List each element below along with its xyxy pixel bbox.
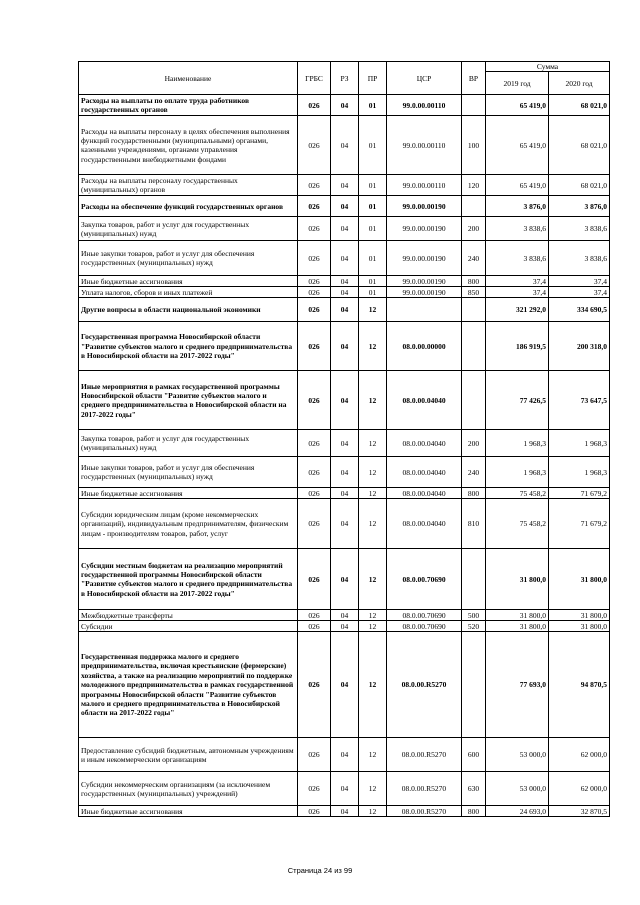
row-name-cell: Расходы на выплаты персоналу в целях обеспечения выполнения функций государственными (муниципальными) органами, казенными учреждениями, органами управления государственными внебюджетными фондами [79, 116, 298, 175]
table-row [79, 488, 610, 499]
table-row [79, 298, 610, 322]
row-vr-cell [462, 549, 486, 610]
row-grbs-cell: 026 [298, 806, 331, 817]
table-row [79, 175, 610, 196]
page-number: Страница 24 из 99 [287, 866, 353, 875]
row-vr-cell: 630 [462, 772, 486, 806]
row-vr-cell [462, 632, 486, 738]
row-2019-cell: 3 838,6 [486, 217, 549, 241]
row-rz-cell: 04 [331, 488, 359, 499]
row-grbs-cell: 026 [298, 772, 331, 806]
row-pr-cell: 12 [359, 632, 387, 738]
row-rz-cell: 04 [331, 772, 359, 806]
row-csr-cell: 08.0.00.04040 [387, 430, 462, 457]
row-2019-cell: 186 919,5 [486, 322, 549, 371]
row-2019-cell: 24 693,0 [486, 806, 549, 817]
row-2019-cell: 1 968,3 [486, 457, 549, 488]
row-vr-cell: 120 [462, 175, 486, 196]
row-name-cell: Расходы на обеспечение функций государственных органов [79, 196, 298, 217]
row-2019-cell: 77 426,5 [486, 371, 549, 430]
row-2019-cell: 3 838,6 [486, 241, 549, 276]
table-row [79, 549, 610, 610]
row-2019-cell: 37,4 [486, 287, 549, 298]
table-row [79, 287, 610, 298]
row-grbs-cell: 026 [298, 116, 331, 175]
row-2019-cell: 65 419,0 [486, 95, 549, 116]
table-row [79, 610, 610, 621]
row-grbs-cell: 026 [298, 175, 331, 196]
row-vr-cell: 600 [462, 738, 486, 772]
row-rz-cell: 04 [331, 217, 359, 241]
row-grbs-cell: 026 [298, 217, 331, 241]
row-pr-cell: 01 [359, 241, 387, 276]
row-2019-cell: 65 419,0 [486, 175, 549, 196]
row-name-cell: Иные закупки товаров, работ и услуг для обеспечения государственных (муниципальных) нужд [79, 457, 298, 488]
row-csr-cell: 08.0.00.R5270 [387, 772, 462, 806]
row-grbs-cell: 026 [298, 276, 331, 287]
row-2020-cell: 1 968,3 [549, 430, 610, 457]
table-row [79, 217, 610, 241]
row-2019-cell: 3 876,0 [486, 196, 549, 217]
row-2020-cell: 3 838,6 [549, 217, 610, 241]
row-grbs-cell: 026 [298, 287, 331, 298]
row-vr-cell: 500 [462, 610, 486, 621]
header-csr: ЦСР [387, 62, 462, 95]
row-vr-cell [462, 298, 486, 322]
table-body [79, 95, 610, 817]
row-2020-cell: 31 800,0 [549, 549, 610, 610]
row-vr-cell: 800 [462, 276, 486, 287]
row-name-cell: Иные бюджетные ассигнования [79, 488, 298, 499]
row-grbs-cell: 026 [298, 738, 331, 772]
table-row [79, 457, 610, 488]
row-name-cell: Иные бюджетные ассигнования [79, 276, 298, 287]
header-2020: 2020 год [549, 72, 610, 95]
row-2019-cell: 53 000,0 [486, 772, 549, 806]
table-row [79, 632, 610, 738]
row-2020-cell: 3 876,0 [549, 196, 610, 217]
row-name-cell: Субсидии юридическим лицам (кроме некоммерческих организаций), индивидуальным предпринимателям, физическим лицам - производителям товаров, работ, услуг [79, 499, 298, 549]
row-2020-cell: 71 679,2 [549, 499, 610, 549]
table-row [79, 322, 610, 371]
row-vr-cell: 810 [462, 499, 486, 549]
row-name-cell: Закупка товаров, работ и услуг для государственных (муниципальных) нужд [79, 217, 298, 241]
row-rz-cell: 04 [331, 610, 359, 621]
row-rz-cell: 04 [331, 276, 359, 287]
row-vr-cell [462, 95, 486, 116]
row-rz-cell: 04 [331, 738, 359, 772]
table-row [79, 276, 610, 287]
row-pr-cell: 12 [359, 549, 387, 610]
row-csr-cell: 99.0.00.00190 [387, 217, 462, 241]
row-name-cell: Закупка товаров, работ и услуг для государственных (муниципальных) нужд [79, 430, 298, 457]
row-rz-cell: 04 [331, 457, 359, 488]
row-name-cell: Иные бюджетные ассигнования [79, 806, 298, 817]
row-rz-cell: 04 [331, 241, 359, 276]
row-csr-cell: 08.0.00.R5270 [387, 738, 462, 772]
row-2019-cell: 31 800,0 [486, 610, 549, 621]
row-grbs-cell: 026 [298, 632, 331, 738]
row-pr-cell: 12 [359, 322, 387, 371]
row-2019-cell: 321 292,0 [486, 298, 549, 322]
table-row [79, 806, 610, 817]
row-2019-cell: 1 968,3 [486, 430, 549, 457]
row-grbs-cell: 026 [298, 457, 331, 488]
row-2019-cell: 75 458,2 [486, 499, 549, 549]
row-grbs-cell: 026 [298, 322, 331, 371]
row-grbs-cell: 026 [298, 499, 331, 549]
header-vr: ВР [462, 62, 486, 95]
row-pr-cell: 12 [359, 806, 387, 817]
row-rz-cell: 04 [331, 175, 359, 196]
row-grbs-cell: 026 [298, 95, 331, 116]
row-2020-cell: 73 647,5 [549, 371, 610, 430]
row-2019-cell: 65 419,0 [486, 116, 549, 175]
row-grbs-cell: 026 [298, 371, 331, 430]
table-row [79, 196, 610, 217]
header-row-top [79, 62, 610, 72]
row-pr-cell: 12 [359, 457, 387, 488]
row-2020-cell: 68 021,0 [549, 95, 610, 116]
row-pr-cell: 12 [359, 430, 387, 457]
row-csr-cell: 99.0.00.00110 [387, 175, 462, 196]
row-2019-cell: 31 800,0 [486, 621, 549, 632]
row-vr-cell: 800 [462, 806, 486, 817]
row-pr-cell: 12 [359, 298, 387, 322]
header-2019: 2019 год [486, 72, 549, 95]
row-grbs-cell: 026 [298, 549, 331, 610]
row-csr-cell: 08.0.00.04040 [387, 371, 462, 430]
table-row [79, 430, 610, 457]
row-rz-cell: 04 [331, 287, 359, 298]
row-pr-cell: 12 [359, 610, 387, 621]
row-rz-cell: 04 [331, 549, 359, 610]
table-row [79, 772, 610, 806]
row-vr-cell: 240 [462, 457, 486, 488]
table-row [79, 621, 610, 632]
row-name-cell: Иные мероприятия в рамках государственной программы Новосибирской области "Развитие субъектов малого и среднего предпринимательства в Новосибирской области на 2017-2022 годы" [79, 371, 298, 430]
row-csr-cell: 99.0.00.00110 [387, 95, 462, 116]
row-vr-cell [462, 371, 486, 430]
row-2020-cell: 71 679,2 [549, 488, 610, 499]
row-rz-cell: 04 [331, 621, 359, 632]
row-grbs-cell: 026 [298, 241, 331, 276]
header-sum: Сумма [486, 62, 610, 72]
row-csr-cell: 99.0.00.00190 [387, 241, 462, 276]
row-vr-cell: 200 [462, 217, 486, 241]
row-vr-cell: 200 [462, 430, 486, 457]
row-name-cell: Субсидии местным бюджетам на реализацию мероприятий государственной программы Новосибирской области "Развитие субъектов малого и среднего предпринимательства в Новосибирской области на 2017-2022 годы" [79, 549, 298, 610]
row-csr-cell: 08.0.00.R5270 [387, 806, 462, 817]
row-grbs-cell: 026 [298, 298, 331, 322]
row-2020-cell: 1 968,3 [549, 457, 610, 488]
row-rz-cell: 04 [331, 430, 359, 457]
row-rz-cell: 04 [331, 116, 359, 175]
row-2019-cell: 37,4 [486, 276, 549, 287]
table-row [79, 241, 610, 276]
row-rz-cell: 04 [331, 95, 359, 116]
row-csr-cell: 08.0.00.04040 [387, 457, 462, 488]
row-rz-cell: 04 [331, 806, 359, 817]
row-2020-cell: 37,4 [549, 287, 610, 298]
row-csr-cell: 08.0.00.R5270 [387, 632, 462, 738]
row-2019-cell: 53 000,0 [486, 738, 549, 772]
row-2020-cell: 68 021,0 [549, 175, 610, 196]
row-2020-cell: 200 318,0 [549, 322, 610, 371]
row-grbs-cell: 026 [298, 610, 331, 621]
row-name-cell: Предоставление субсидий бюджетным, автономным учреждениям и иным некоммерческим организациям [79, 738, 298, 772]
row-grbs-cell: 026 [298, 196, 331, 217]
row-2020-cell: 62 000,0 [549, 772, 610, 806]
row-name-cell: Расходы на выплаты по оплате труда работников государственных органов [79, 95, 298, 116]
row-pr-cell: 12 [359, 772, 387, 806]
row-vr-cell [462, 322, 486, 371]
row-vr-cell: 800 [462, 488, 486, 499]
row-name-cell: Иные закупки товаров, работ и услуг для обеспечения государственных (муниципальных) нужд [79, 241, 298, 276]
row-name-cell: Субсидии [79, 621, 298, 632]
row-rz-cell: 04 [331, 322, 359, 371]
table-row [79, 371, 610, 430]
row-pr-cell: 01 [359, 95, 387, 116]
row-csr-cell: 99.0.00.00190 [387, 196, 462, 217]
row-csr-cell: 08.0.00.70690 [387, 621, 462, 632]
row-csr-cell: 08.0.00.70690 [387, 610, 462, 621]
table-row [79, 116, 610, 175]
header-rz: РЗ [331, 62, 359, 95]
row-2020-cell: 32 870,5 [549, 806, 610, 817]
header-name: Наименование [79, 62, 298, 95]
row-csr-cell [387, 298, 462, 322]
table-row [79, 499, 610, 549]
table-row [79, 95, 610, 116]
row-csr-cell: 08.0.00.70690 [387, 549, 462, 610]
row-2020-cell: 334 690,5 [549, 298, 610, 322]
row-csr-cell: 99.0.00.00190 [387, 287, 462, 298]
row-pr-cell: 01 [359, 217, 387, 241]
row-name-cell: Межбюджетные трансферты [79, 610, 298, 621]
row-csr-cell: 99.0.00.00190 [387, 276, 462, 287]
row-grbs-cell: 026 [298, 621, 331, 632]
table-row [79, 738, 610, 772]
row-grbs-cell: 026 [298, 488, 331, 499]
row-pr-cell: 01 [359, 175, 387, 196]
row-2020-cell: 37,4 [549, 276, 610, 287]
row-name-cell: Расходы на выплаты персоналу государственных (муниципальных) органов [79, 175, 298, 196]
row-pr-cell: 12 [359, 488, 387, 499]
row-pr-cell: 01 [359, 196, 387, 217]
row-pr-cell: 01 [359, 276, 387, 287]
row-csr-cell: 08.0.00.00000 [387, 322, 462, 371]
row-2020-cell: 68 021,0 [549, 116, 610, 175]
row-2019-cell: 75 458,2 [486, 488, 549, 499]
row-2020-cell: 31 800,0 [549, 610, 610, 621]
header-grbs: ГРБС [298, 62, 331, 95]
row-pr-cell: 12 [359, 371, 387, 430]
row-rz-cell: 04 [331, 499, 359, 549]
row-2020-cell: 31 800,0 [549, 621, 610, 632]
row-2020-cell: 3 838,6 [549, 241, 610, 276]
row-csr-cell: 99.0.00.00110 [387, 116, 462, 175]
row-vr-cell: 100 [462, 116, 486, 175]
row-vr-cell: 850 [462, 287, 486, 298]
row-vr-cell: 520 [462, 621, 486, 632]
row-rz-cell: 04 [331, 371, 359, 430]
row-pr-cell: 12 [359, 621, 387, 632]
row-pr-cell: 01 [359, 287, 387, 298]
row-2019-cell: 31 800,0 [486, 549, 549, 610]
row-name-cell: Государственная поддержка малого и среднего предпринимательства, включая крестьянские (фермерские) хозяйства, а также на реализацию мероприятий по поддержке молодежного предпринимательства в рамках государственной программы Новосибирской области "Развитие субъектов малого и среднего предпринимательства в Новосибирской области на 2017-2022 годы" [79, 632, 298, 738]
row-rz-cell: 04 [331, 196, 359, 217]
row-2019-cell: 77 693,0 [486, 632, 549, 738]
row-pr-cell: 12 [359, 738, 387, 772]
row-rz-cell: 04 [331, 298, 359, 322]
row-name-cell: Уплата налогов, сборов и иных платежей [79, 287, 298, 298]
row-vr-cell [462, 196, 486, 217]
row-2020-cell: 62 000,0 [549, 738, 610, 772]
row-csr-cell: 08.0.00.04040 [387, 499, 462, 549]
row-grbs-cell: 026 [298, 430, 331, 457]
row-name-cell: Государственная программа Новосибирской области "Развитие субъектов малого и среднего предпринимательства в Новосибирской области на 2017-2022 годы" [79, 322, 298, 371]
row-name-cell: Другие вопросы в области национальной экономики [79, 298, 298, 322]
row-pr-cell: 01 [359, 116, 387, 175]
row-csr-cell: 08.0.00.04040 [387, 488, 462, 499]
row-vr-cell: 240 [462, 241, 486, 276]
header-pr: ПР [359, 62, 387, 95]
row-pr-cell: 12 [359, 499, 387, 549]
row-2020-cell: 94 870,5 [549, 632, 610, 738]
row-name-cell: Субсидии некоммерческим организациям (за исключением государственных (муниципальных) учреждений) [79, 772, 298, 806]
row-rz-cell: 04 [331, 632, 359, 738]
budget-table [78, 61, 610, 817]
